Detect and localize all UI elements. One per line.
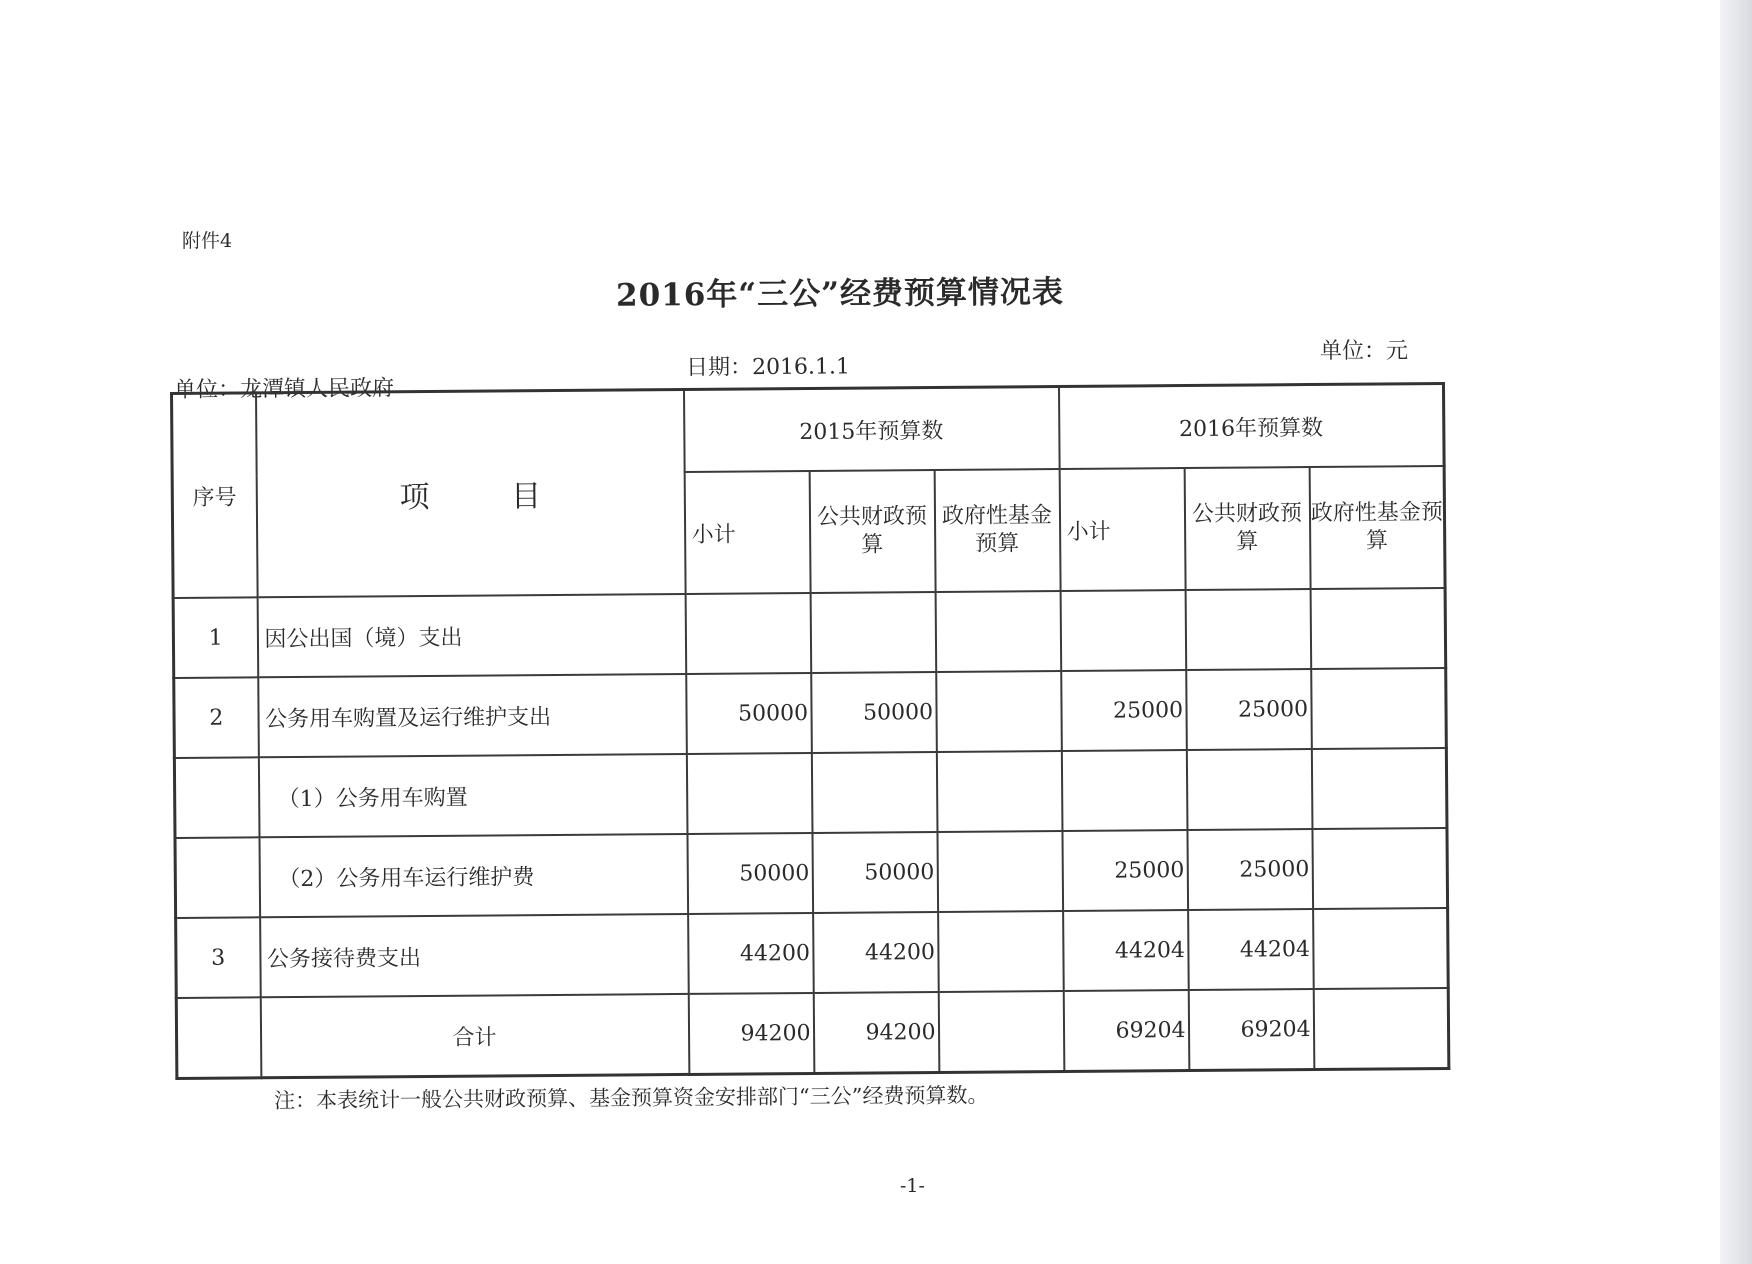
cell-2016-public-finance bbox=[1185, 589, 1311, 670]
budget-table-wrapper bbox=[170, 382, 1447, 1080]
cell-2016-subtotal bbox=[1061, 750, 1187, 831]
cell-2016-subtotal: 25000 bbox=[1061, 670, 1187, 751]
cell-seq bbox=[176, 997, 261, 1078]
document-date: 日期：2016.1.1 bbox=[685, 354, 851, 381]
header-2016-gov-fund: 政府性基金预算 bbox=[1309, 466, 1445, 589]
cell-2015-public-finance: 50000 bbox=[812, 832, 938, 913]
table-row bbox=[176, 908, 1449, 998]
cell-2015-gov-fund bbox=[937, 831, 1063, 912]
header-2016-subtotal: 小计 bbox=[1059, 468, 1185, 591]
cell-2016-gov-fund bbox=[1311, 668, 1447, 749]
cell-2016-gov-fund bbox=[1310, 588, 1446, 669]
cell-2015-gov-fund bbox=[935, 591, 1061, 672]
header-item bbox=[256, 389, 686, 597]
table-row-total bbox=[176, 988, 1449, 1078]
cell-item-total: 合计 bbox=[260, 994, 689, 1078]
cell-2016-public-finance: 25000 bbox=[1186, 669, 1312, 750]
cell-2016-public-finance: 69204 bbox=[1188, 989, 1314, 1070]
cell-seq: 1 bbox=[173, 597, 258, 678]
cell-2015-public-finance: 94200 bbox=[813, 992, 939, 1073]
cell-2015-public-finance: 44200 bbox=[813, 912, 939, 993]
cell-item: 因公出国（境）支出 bbox=[257, 594, 686, 677]
cell-2016-gov-fund bbox=[1313, 908, 1449, 989]
header-2015-gov-fund: 政府性基金预算 bbox=[934, 469, 1060, 592]
header-2016-budget: 2016年预算数 bbox=[1059, 383, 1445, 469]
cell-2015-subtotal bbox=[685, 593, 811, 674]
header-row-1 bbox=[172, 383, 1445, 475]
cell-2016-gov-fund bbox=[1313, 988, 1449, 1070]
cell-2016-gov-fund bbox=[1311, 748, 1447, 829]
table-row bbox=[174, 668, 1447, 758]
attachment-label: 附件4 bbox=[182, 230, 233, 252]
budget-table bbox=[170, 382, 1450, 1080]
cell-2015-subtotal bbox=[686, 753, 812, 834]
page-number: -1- bbox=[900, 1175, 925, 1197]
header-2016-public-finance: 公共财政预算 bbox=[1184, 467, 1310, 590]
cell-2016-public-finance: 44204 bbox=[1188, 909, 1314, 990]
cell-item: 公务接待费支出 bbox=[260, 914, 689, 997]
header-2015-public-finance: 公共财政预算 bbox=[809, 470, 935, 593]
cell-2015-public-finance bbox=[811, 752, 937, 833]
cell-2016-public-finance bbox=[1186, 749, 1312, 830]
cell-2015-subtotal: 50000 bbox=[687, 833, 813, 914]
cell-2016-gov-fund bbox=[1312, 828, 1448, 909]
cell-seq: 3 bbox=[176, 917, 261, 998]
cell-2015-public-finance: 50000 bbox=[811, 672, 937, 753]
cell-2015-gov-fund bbox=[936, 671, 1062, 752]
currency-unit: 单位：元 bbox=[1320, 339, 1409, 364]
table-row bbox=[175, 828, 1448, 918]
cell-2015-gov-fund bbox=[938, 991, 1064, 1072]
header-seq: 序号 bbox=[172, 393, 258, 598]
cell-2015-gov-fund bbox=[936, 751, 1062, 832]
organization-unit: 单位：龙潭镇人民政府 bbox=[173, 376, 395, 403]
cell-2015-subtotal: 94200 bbox=[688, 993, 814, 1074]
table-note: 注：本表统计一般公共财政预算、基金预算资金安排部门“三公”经费预算数。 bbox=[273, 1083, 989, 1113]
cell-2016-subtotal bbox=[1060, 590, 1186, 671]
cell-seq bbox=[174, 757, 259, 838]
cell-item: 公务用车购置及运行维护支出 bbox=[258, 674, 687, 757]
cell-2016-subtotal: 69204 bbox=[1063, 990, 1189, 1071]
document-title: 2016年“三公”经费预算情况表 bbox=[615, 274, 1065, 314]
table-row bbox=[173, 588, 1446, 678]
header-2015-subtotal: 小计 bbox=[684, 471, 810, 594]
cell-2015-gov-fund bbox=[938, 911, 1064, 992]
table-row bbox=[174, 748, 1447, 838]
cell-seq bbox=[175, 837, 260, 918]
cell-2015-subtotal: 44200 bbox=[688, 913, 814, 994]
cell-seq: 2 bbox=[174, 677, 259, 758]
scan-edge bbox=[1720, 0, 1752, 1264]
cell-item: （2）公务用车运行维护费 bbox=[259, 834, 688, 917]
cell-2015-subtotal: 50000 bbox=[686, 673, 812, 754]
cell-2016-public-finance: 25000 bbox=[1187, 829, 1313, 910]
cell-2016-subtotal: 25000 bbox=[1062, 830, 1188, 911]
cell-item: （1）公务用车购置 bbox=[258, 754, 687, 837]
header-item-label: 项 目 bbox=[399, 478, 578, 516]
cell-2016-subtotal: 44204 bbox=[1063, 910, 1189, 991]
header-2015-budget: 2015年预算数 bbox=[683, 387, 1059, 472]
cell-2015-public-finance bbox=[810, 592, 936, 673]
